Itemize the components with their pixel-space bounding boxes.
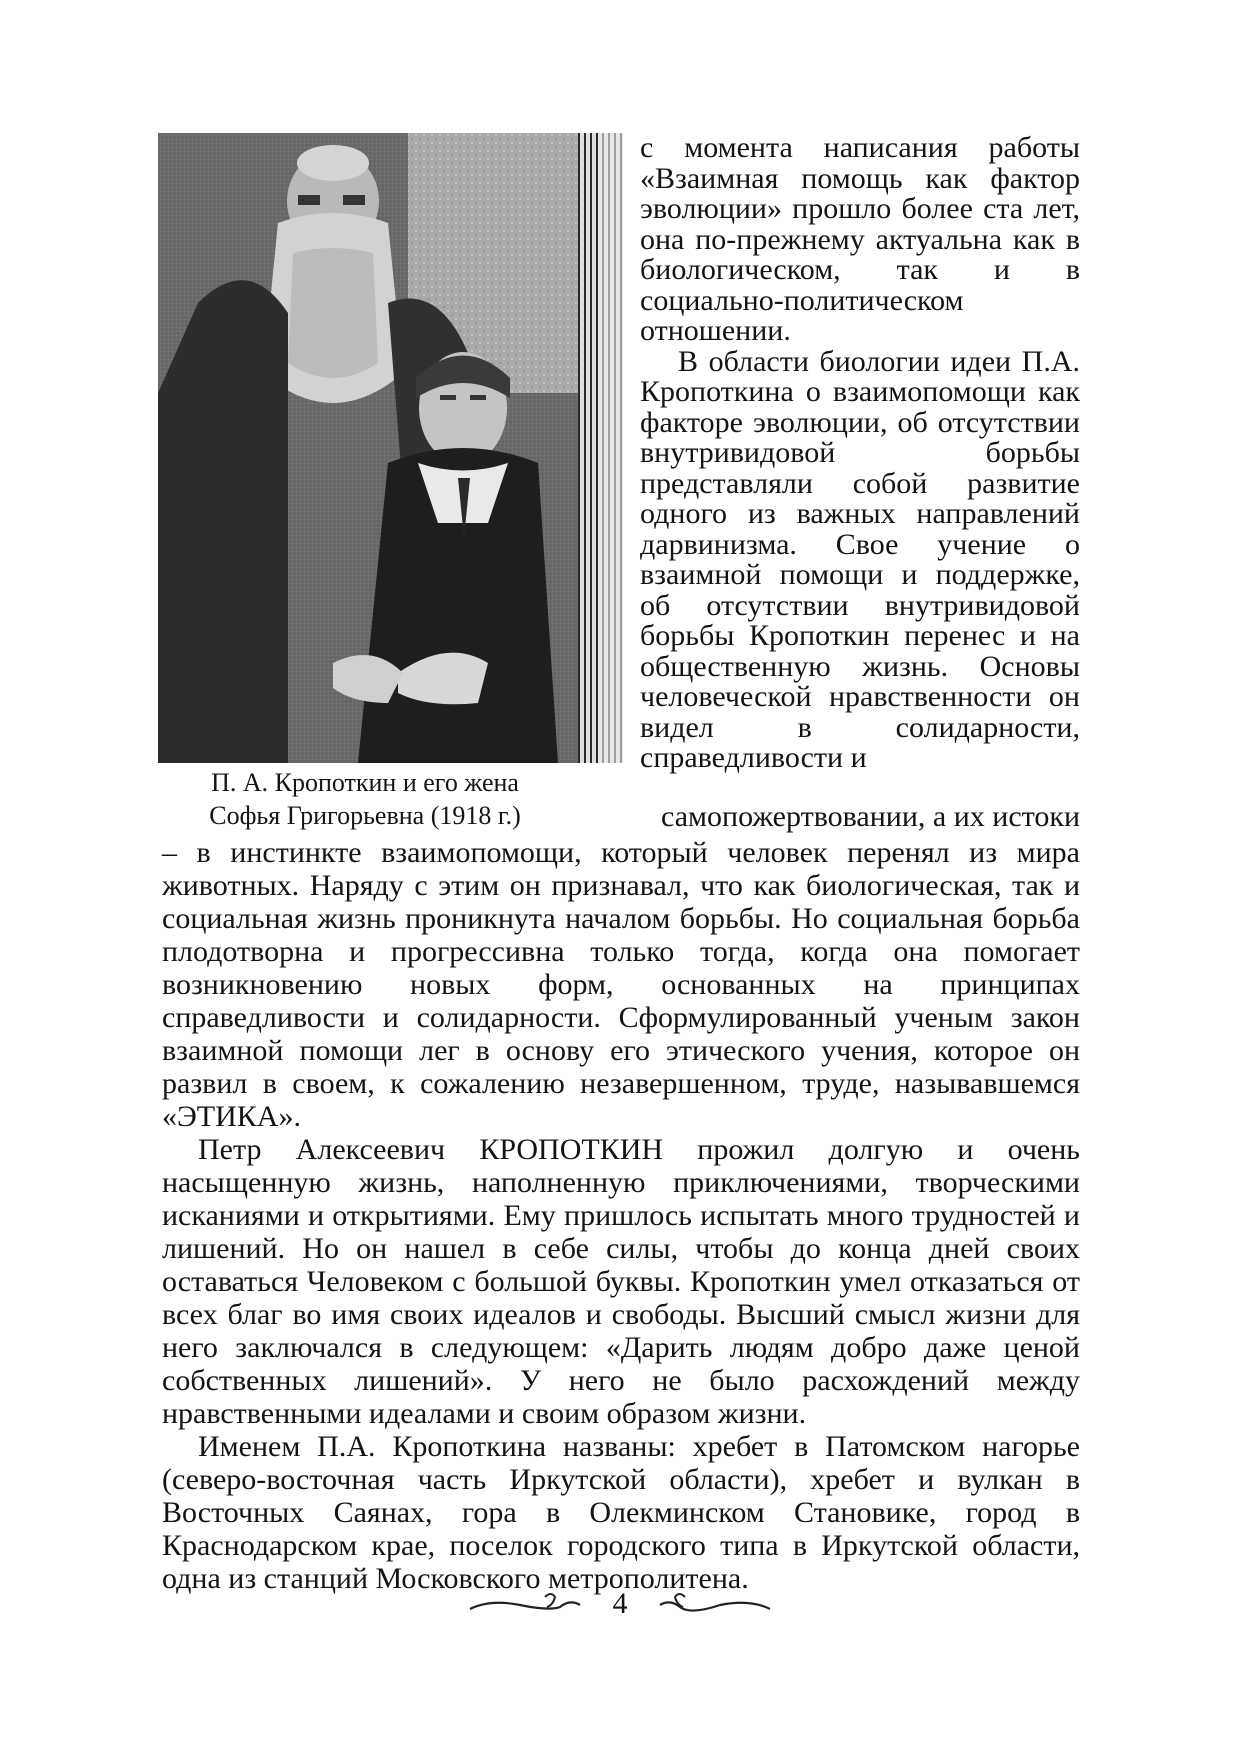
caption-line-1: П. А. Кропоткин и его жена [211,768,519,797]
side-paragraph-1: с момента написания работы «Взаимная помощь как фактор эволюции» прошло более ста лет, она по-прежнему актуальна как в биологическом, так и в социально-политическом отношении. [640,131,1080,347]
main-body-text [162,836,1080,1595]
body-paragraph-3: Именем П.А. Кропоткина названы: хребет в Патомском нагорье (северо-восточная часть Иркутской области), хребет и вулкан в Восточных Саянах, гора в Олекминском Становике, город в Краснодарском крае, поселок городского типа в Иркутской области, одна из станций Московского метрополитена. [162,1430,1080,1595]
caption-line-2: Софья Григорьевна (1918 г.) [209,801,521,830]
page-number: 4 [612,1587,628,1620]
figure-photo [158,133,623,763]
side-column-last-line: самопожертвовании, а их истоки [661,800,1080,833]
photo-image [158,133,623,763]
body-paragraph-1: – в инстинкте взаимопомощи, который человек перенял из мира животных. Наряду с этим он признавал, что как биологическая, так и социальная жизнь проникнута началом борьбы. Но социальная борьба плодотворна и прогрессивна только тогда, когда она помогает возникновению новых форм, основанных на принципах справедливости и солидарности. Сформулированный ученым закон взаимной помощи лег в основу его этического учения, которое он развил в своем, к сожалению незавершенном, труде, называвшемся «ЭТИКА». [162,836,1080,1133]
figure-caption [150,766,580,832]
body-paragraph-2: Петр Алексеевич КРОПОТКИН прожил долгую и очень насыщенную жизнь, наполненную приключениями, творческими исканиями и открытиями. Ему пришлось испытать много трудностей и лишений. Но он нашел в себе силы, чтобы до конца дней своих оставаться Человеком с большой буквы. Кропоткин умел отказаться от всех благ во имя своих идеалов и свободы. Высший смысл жизни для него заключался в следующем: «Дарить людям добро даже ценой собственных лишений». У него не было расхождений между нравственными идеалами и своим образом жизни. [162,1133,1080,1430]
side-column-text [640,133,1080,774]
page-footer [450,1585,790,1625]
side-paragraph-2: В области биологии идеи П.А. Кропоткина о взаимопомощи как факторе эволюции, об отсутствии внутривидовой борьбы представляли собой развитие одного из важных направлений дарвинизма. Свое учение о взаимной помощи и поддержке, об отсутствии внутривидовой борьбы Кропоткин перенес и на общественную жизнь. Основы человеческой нравственности он видел в солидарности, справедливости и [640,344,1080,774]
